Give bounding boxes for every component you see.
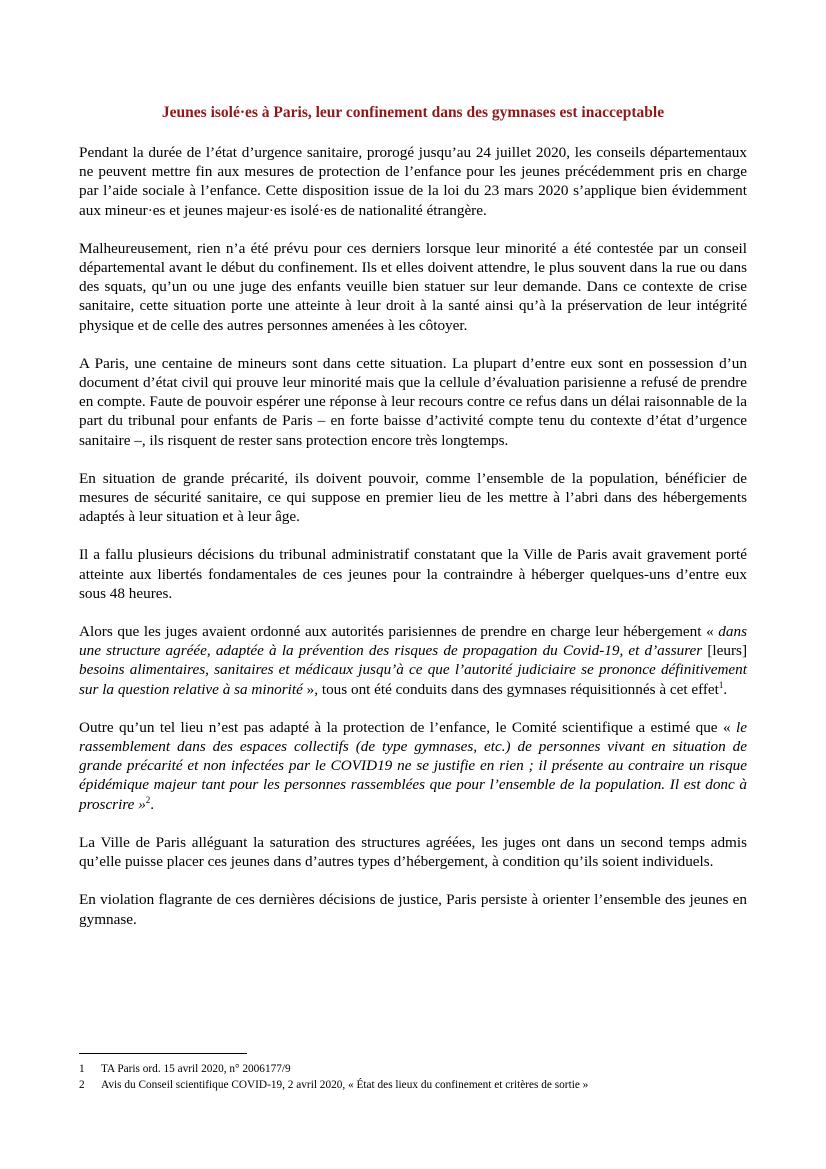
- paragraph-6-quote-2: besoins alimentaires, sanitaires et médicaux jusqu’à ce que l’autorité judiciaire se prononce définitivement sur la question relative à sa minorité: [79, 661, 747, 698]
- document-title: Jeunes isolé·es à Paris, leur confinement dans des gymnases est inacceptable: [161, 104, 665, 121]
- paragraph-2: Malheureusement, rien n’a été prévu pour ces derniers lorsque leur minorité a été contestée par un conseil départemental avant le début du confinement. Ils et elles doivent attendre, le plus souvent dans la rue ou dans des squats, qu’un ou une juge des enfants veuille bien statuer sur leur demande. Dans ce contexte de crise sanitaire, cette situation porte une atteinte à leur droit à la santé ainsi qu’à la préservation de leur intégrité physique et de celle des autres personnes amenées à les côtoyer.: [79, 239, 747, 334]
- paragraph-7: [79, 718, 747, 814]
- paragraph-8: La Ville de Paris alléguant la saturation des structures agréées, les juges ont dans un second temps admis qu’elle puisse placer ces jeunes dans d’autres types d’hébergement, à condition qu’ils soient individuels.: [79, 833, 747, 871]
- footnote-text: Avis du Conseil scientifique COVID-19, 2 avril 2020, « État des lieux du confinement et critères de sortie »: [101, 1079, 589, 1091]
- footnote-text: TA Paris ord. 15 avril 2020, n° 2006177/9: [101, 1063, 291, 1075]
- footnote-ref-2[interactable]: 2: [145, 794, 151, 805]
- paragraph-6-text-1: Alors que les juges avaient ordonné aux autorités parisiennes de prendre en charge leur hébergement «: [79, 623, 719, 641]
- paragraph-3: A Paris, une centaine de mineurs sont dans cette situation. La plupart d’entre eux sont en possession d’un document d’état civil qui prouve leur minorité mais que la cellule d’évaluation parisienne a refusé de prendre en compte. Faute de pouvoir espérer une réponse à leur recours contre ce refus dans un délai raisonnable de la part du tribunal pour enfants de Paris – en forte baisse d’activité compte tenu du contexte d’état d’urgence sanitaire –, ils risquent de rester sans protection encore très longtemps.: [79, 354, 747, 449]
- paragraph-6: [79, 622, 747, 699]
- footnote-number: 2: [79, 1079, 85, 1091]
- paragraph-5: Il a fallu plusieurs décisions du tribunal administratif constatant que la Ville de Paris avait gravement porté atteinte aux libertés fondamentales de ces jeunes pour la contraindre à héberger quelques-uns d’entre eux sous 48 heures.: [79, 546, 747, 602]
- footnote-ref-1[interactable]: 1: [718, 679, 724, 690]
- footnote-2: [79, 1077, 747, 1093]
- footnotes: [79, 1061, 747, 1093]
- paragraph-7-text-1: Outre qu’un tel lieu n’est pas adapté à la protection de l’enfance, le Comité scientifique a estimé que «: [79, 718, 737, 736]
- paragraph-4: En situation de grande précarité, ils doivent pouvoir, comme l’ensemble de la population, bénéficier de mesures de sécurité sanitaire, ce qui suppose en premier lieu de les mettre à l’abri dans des hébergements adaptés à leur situation et à leur âge.: [79, 469, 747, 526]
- paragraph-7-quote: le rassemblement dans des espaces collectifs (de type gymnases, etc.) de personnes vivant en situation de grande précarité et non infectées par le COVID19 ne se justifie en rien ; il présente au contraire un risque épidémique majeur tant pour les personnes rassemblées que pour l’ensemble de la population. Il est donc à proscrire »: [79, 718, 747, 813]
- document-body: [79, 143, 747, 948]
- paragraph-6-text-3: », tous ont été conduits dans des gymnases réquisitionnés à cet effet: [302, 680, 719, 698]
- footnote-1: [79, 1061, 747, 1077]
- footnote-separator: [79, 1053, 247, 1054]
- paragraph-6-text-2: [leurs]: [702, 642, 748, 660]
- footnote-number: 1: [79, 1063, 85, 1075]
- paragraph-6-quote-1: dans une structure agréée, adaptée à la prévention des risques de propagation du Covid-19, et d’assurer: [79, 623, 747, 660]
- paragraph-9: En violation flagrante de ces dernières décisions de justice, Paris persiste à orienter l’ensemble des jeunes en gymnase.: [79, 891, 747, 928]
- paragraph-1: Pendant la durée de l’état d’urgence sanitaire, prorogé jusqu’au 24 juillet 2020, les conseils départementaux ne peuvent mettre fin aux mesures de protection de l’enfance pour les jeunes précédemment pris en charge par l’aide sociale à l’enfance. Cette disposition issue de la loi du 23 mars 2020 s’applique bien évidemment aux mineur·es et jeunes majeur·es isolé·es de nationalité étrangère.: [79, 144, 747, 219]
- paragraph-6-text-4: .: [723, 680, 728, 698]
- paragraph-7-text-2: .: [150, 795, 155, 813]
